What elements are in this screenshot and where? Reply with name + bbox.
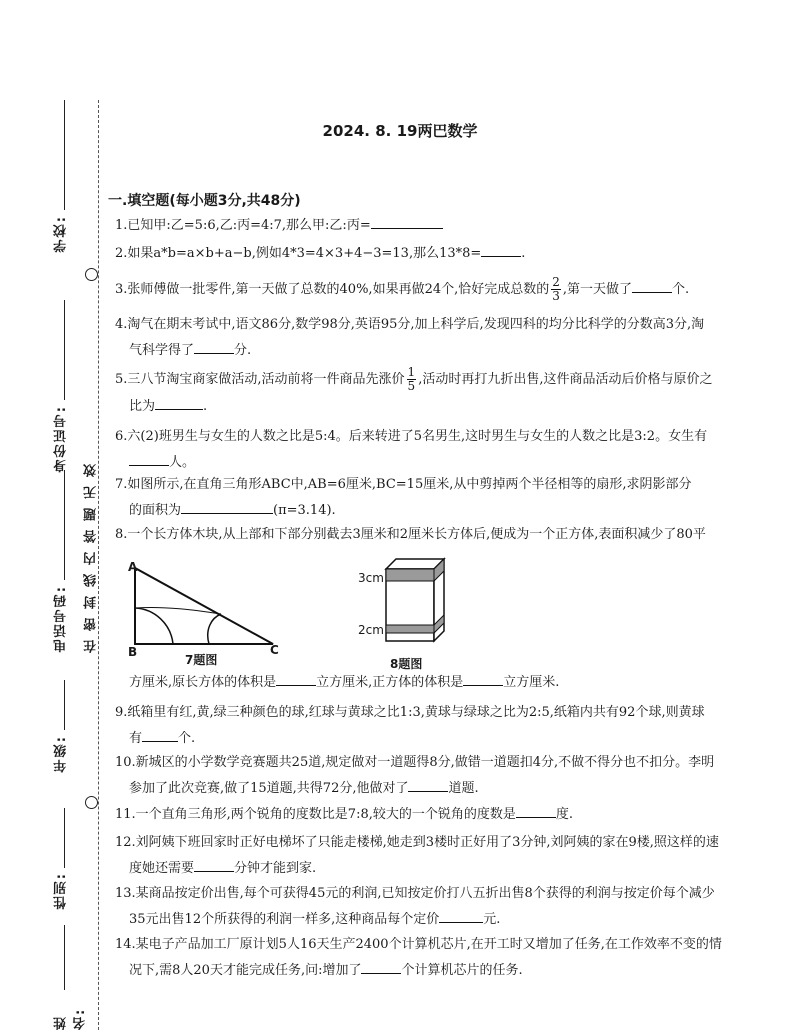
seal-hole-top	[85, 268, 98, 281]
school-label: 学校:	[54, 215, 69, 253]
fig7-caption: 7题图	[185, 653, 218, 667]
sector-arc-b	[135, 608, 173, 644]
seal-note: 在密封线内答题无效	[84, 455, 99, 653]
question-9: 9.纸箱里有红,黄,绿三种颜色的球,红球与黄球之比1:3,黄球与绿球之比为2:5,纸箱内共有92个球,则黄球 有 个.	[115, 705, 705, 746]
school-field[interactable]	[64, 100, 65, 210]
answer-blank[interactable]	[276, 671, 316, 686]
question-5-cont: 比为 .	[115, 394, 799, 420]
page-title: 2024. 8. 19两巴数学	[322, 122, 478, 140]
bottom-cut-band	[386, 625, 434, 633]
section-heading: 一.填空题(每小题3分,共48分)	[108, 193, 301, 209]
answer-blank[interactable]	[129, 451, 169, 466]
answer-blank[interactable]	[408, 777, 448, 792]
answer-blank[interactable]	[516, 803, 556, 818]
triangle-abc	[135, 568, 273, 644]
phone-label: 电话号码:	[54, 585, 69, 653]
phone-field[interactable]	[64, 470, 65, 580]
question-6: 6.六(2)班男生与女生的人数之比是5:4。后来转进了5名男生,这时男生与女生的人数之比是3:2。女生有 人。	[115, 429, 708, 470]
id-number-field[interactable]	[64, 300, 65, 400]
answer-blank[interactable]	[439, 908, 483, 923]
fig7-label-c: C	[270, 643, 279, 657]
answer-blank[interactable]	[181, 499, 273, 514]
answer-blank[interactable]	[194, 857, 234, 872]
seal-hole-bottom	[85, 796, 98, 809]
grade-label: 年级:	[54, 735, 69, 773]
question-2: 2.如果a*b=a×b+a−b,例如4*3=4×3+4−3=13,那么13*8= .	[115, 241, 785, 267]
question-13: 13.某商品按定价出售,每个可获得45元的利润,已知按定价打八五折出售8个获得的利润与按定价每个减少 35元出售12个所获得的利润一样多,这种商品每个定价 元.	[115, 886, 715, 927]
question-7: 7.如图所示,在直角三角形ABC中,AB=6厘米,BC=15厘米,从中剪掉两个半径相等的扇形,求阴影部分 的面积为 (π=3.14).	[115, 477, 692, 518]
fig7-label-a: A	[128, 560, 138, 574]
question-12: 12.刘阿姨下班回家时正好电梯坏了只能走楼梯,她走到3楼时正好用了3分钟,刘阿姨的家在9楼,照这样的速 度她还需要 分钟才能到家.	[115, 835, 719, 876]
answer-blank[interactable]	[481, 242, 521, 257]
fig8-label-bottom: 2cm	[358, 623, 384, 637]
question-5: 5.三八节淘宝商家做活动,活动前将一件商品先涨价 $\frac{1}{5}$ ,活动时再打九折出售,这件商品活动后价格与原价之	[115, 365, 713, 393]
question-10: 10.新城区的小学数学竞赛题共25道,规定做对一道题得8分,做错一道题扣4分,不做不得分也不扣分。李明 参加了此次竞赛,做了15道题,共得72分,他做对了 道题.	[115, 755, 715, 796]
gender-label: 性别:	[54, 872, 69, 910]
answer-blank[interactable]	[194, 339, 234, 354]
figure-7-triangle	[125, 560, 285, 660]
figure-8-cuboid	[380, 555, 450, 645]
answer-blank[interactable]	[155, 395, 203, 410]
question-14: 14.某电子产品加工厂原计划5人16天生产2400个计算机芯片,在开工时又增加了任务,在工作效率不变的情 况下,需8人20天才能完成任务,问:增加了 个计算机芯片的任务.	[115, 937, 722, 978]
question-11: 11.一个直角三角形,两个锐角的度数比是7:8,较大的一个锐角的度数是 度.	[115, 802, 785, 828]
gender-field[interactable]	[64, 808, 65, 868]
answer-blank[interactable]	[361, 959, 401, 974]
fraction-one-fifth: $\frac{1}{5}$	[407, 365, 416, 393]
question-8-cont: 方厘米,原长方体的体积是 立方厘米,正方体的体积是 立方厘米.	[115, 670, 799, 696]
binding-margin	[0, 0, 110, 1030]
fig8-caption: 8题图	[390, 657, 423, 671]
answer-blank[interactable]	[463, 671, 503, 686]
grade-field[interactable]	[64, 680, 65, 730]
fig8-label-top: 3cm	[358, 571, 384, 585]
fig7-label-b: B	[128, 645, 138, 659]
question-8: 8.一个长方体木块,从上部和下部分别截去3厘米和2厘米长方体后,便成为一个正方体,表面积减少了80平	[115, 527, 706, 542]
id-number-label: 身份证号:	[54, 405, 69, 473]
answer-blank[interactable]	[142, 727, 178, 742]
name-label: 姓名:	[54, 1007, 88, 1030]
name-field[interactable]	[64, 925, 65, 990]
answer-blank[interactable]	[632, 278, 672, 293]
question-3: 3.张师傅做一批零件,第一天做了总数的40%,如果再做24个,恰好完成总数的 $\frac{2}{3}$ ,第一天做了 个.	[115, 275, 690, 303]
sector-arc-c	[208, 614, 221, 644]
question-1: 1.已知甲:乙=5:6,乙:丙=4:7,那么甲:乙:丙=	[115, 213, 785, 239]
answer-blank[interactable]	[371, 214, 443, 229]
question-4: 4.淘气在期末考试中,语文86分,数学98分,英语95分,加上科学后,发现四科的均分比科学的分数高3分,淘 气科学得了 分.	[115, 317, 705, 358]
fraction-two-thirds: $\frac{2}{3}$	[552, 275, 560, 303]
top-cut-band	[386, 569, 434, 581]
